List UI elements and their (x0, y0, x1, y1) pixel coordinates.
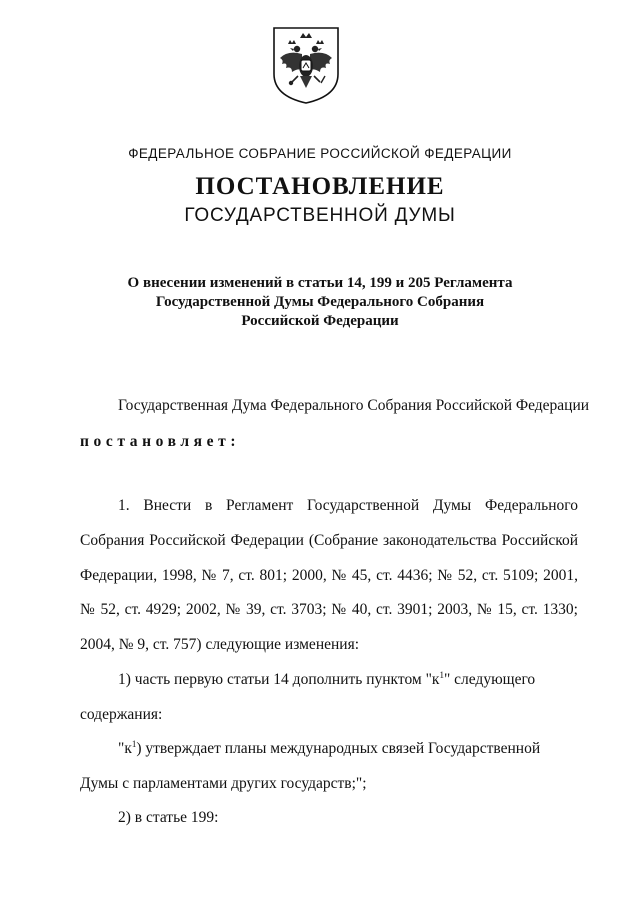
paragraph-line: Думы с парламентами других государств;"; (80, 775, 367, 792)
document-type: ПОСТАНОВЛЕНИЕ (195, 173, 445, 200)
quoted-clause: "$к^1$) утверждает планы международных связей Государственной (118, 738, 541, 757)
paragraph-line: № 52, ст. 4929; 2002, № 39, ст. 3703; № 40, ст. 3901; 2003, № 15, ст. 1330; (80, 601, 578, 618)
subject-line: О внесении изменений в статьи 14, 199 и 205 Регламента (127, 275, 513, 291)
document-issuer: ГОСУДАРСТВЕННОЙ ДУМЫ (184, 205, 456, 226)
document-subject (0, 274, 640, 331)
paragraph-line: содержания: (80, 706, 163, 723)
paragraph-line: Федерации, 1998, № 7, ст. 801; 2000, № 45, ст. 4436; № 52, ст. 5109; 2001, (80, 567, 578, 584)
preamble: Государственная Дума Федерального Собрания Российской Федерации (118, 397, 590, 414)
organization-name: ФЕДЕРАЛЬНОЕ СОБРАНИЕ РОССИЙСКОЙ ФЕДЕРАЦИИ (128, 146, 512, 161)
paragraph-line: 1. Внести в Регламент Государственной Думы Федерального (118, 497, 578, 514)
subitem-1 (118, 671, 578, 689)
paragraph-line: Собрания Российской Федерации (Собрание законодательства Российской (80, 532, 578, 549)
subitem-2: 2) в статье 199: (118, 809, 219, 826)
resolves-word: постановляет: (80, 433, 241, 450)
coat-of-arms-icon (270, 24, 342, 106)
paragraph-line: 2004, № 9, ст. 757) следующие изменения: (80, 636, 360, 653)
subitem-1-text: 1) часть первую статьи 14 дополнить пунктом "$к^1$" следующего (118, 669, 536, 688)
subject-line: Российской Федерации (241, 313, 399, 329)
subject-line: Государственной Думы Федерального Собрания (155, 294, 485, 310)
